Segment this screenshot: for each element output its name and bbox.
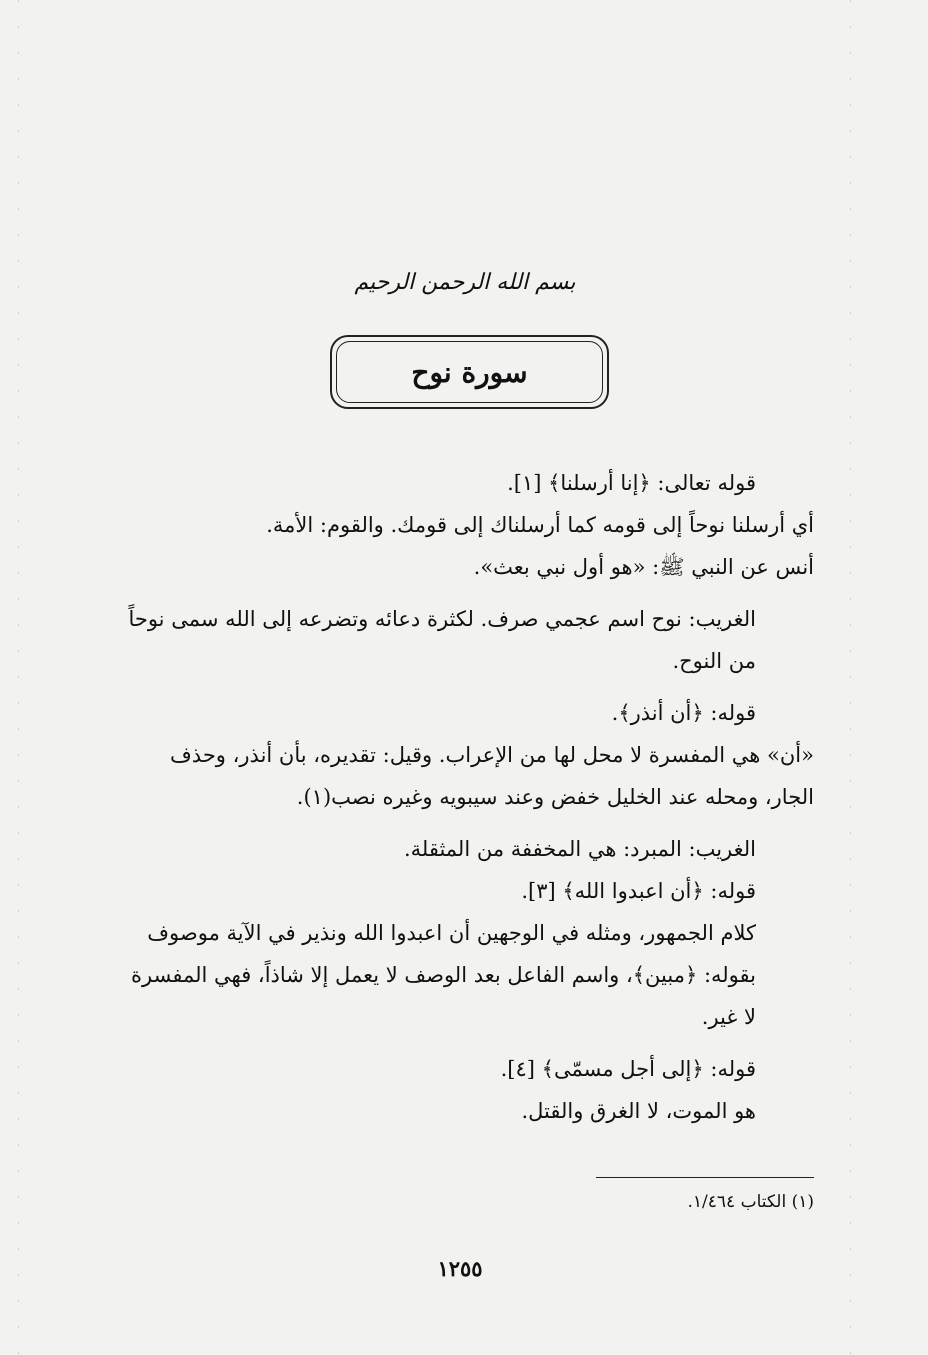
paragraph: أي أرسلنا نوحاً إلى قومه كما أرسلناك إلى قومك. والقوم: الأمة. [266,513,814,537]
paragraph: الغريب: المبرد: هي المخففة من المثقلة. [403,837,756,861]
paragraph: «أن» هي المفسرة لا محل لها من الإعراب. وقيل: تقديره، بأن أنذر، وحذف الجار، ومحله عند الخليل خفض وعند سيبويه وغيره نصب(١). [170,743,814,809]
basmala: بسم الله الرحمن الرحيم [354,269,576,295]
paragraph: قوله: ﴿أن أنذر﴾. [611,701,756,725]
page-number: ١٢٥٥ [437,1256,483,1281]
paragraph: الغريب: نوح اسم عجمي صرف. لكثرة دعائه وتضرعه إلى الله سمى نوحاً من النوح. [128,607,756,673]
surah-title-frame [330,335,609,409]
paragraph: قوله: ﴿إلى أجل مسمّى﴾ [٤]. [500,1057,756,1081]
paragraph: كلام الجمهور، ومثله في الوجهين أن اعبدوا الله ونذير في الآية موصوف بقوله: ﴿مبين﴾، واسم الفاعل بعد الوصف لا يعمل إلا شاذاً، فهي المفسرة لا غير. [131,921,756,1029]
surah-title: سورة نوح [411,355,528,389]
main-text [120,462,814,1132]
footnote: (١) الكتاب ١/٤٦٤. [687,1192,814,1212]
paragraph: قوله تعالى: ﴿إنا أرسلنا﴾ [١]. [507,471,756,495]
paragraph: أنس عن النبي ﷺ: «هو أول نبي بعث». [473,555,814,579]
footnote-divider [596,1177,814,1178]
paragraph: هو الموت، لا الغرق والقتل. [521,1099,756,1123]
right-margin-dots [850,0,851,1355]
paragraph: قوله: ﴿أن اعبدوا الله﴾ [٣]. [521,879,756,903]
left-margin-dots [18,0,19,1355]
